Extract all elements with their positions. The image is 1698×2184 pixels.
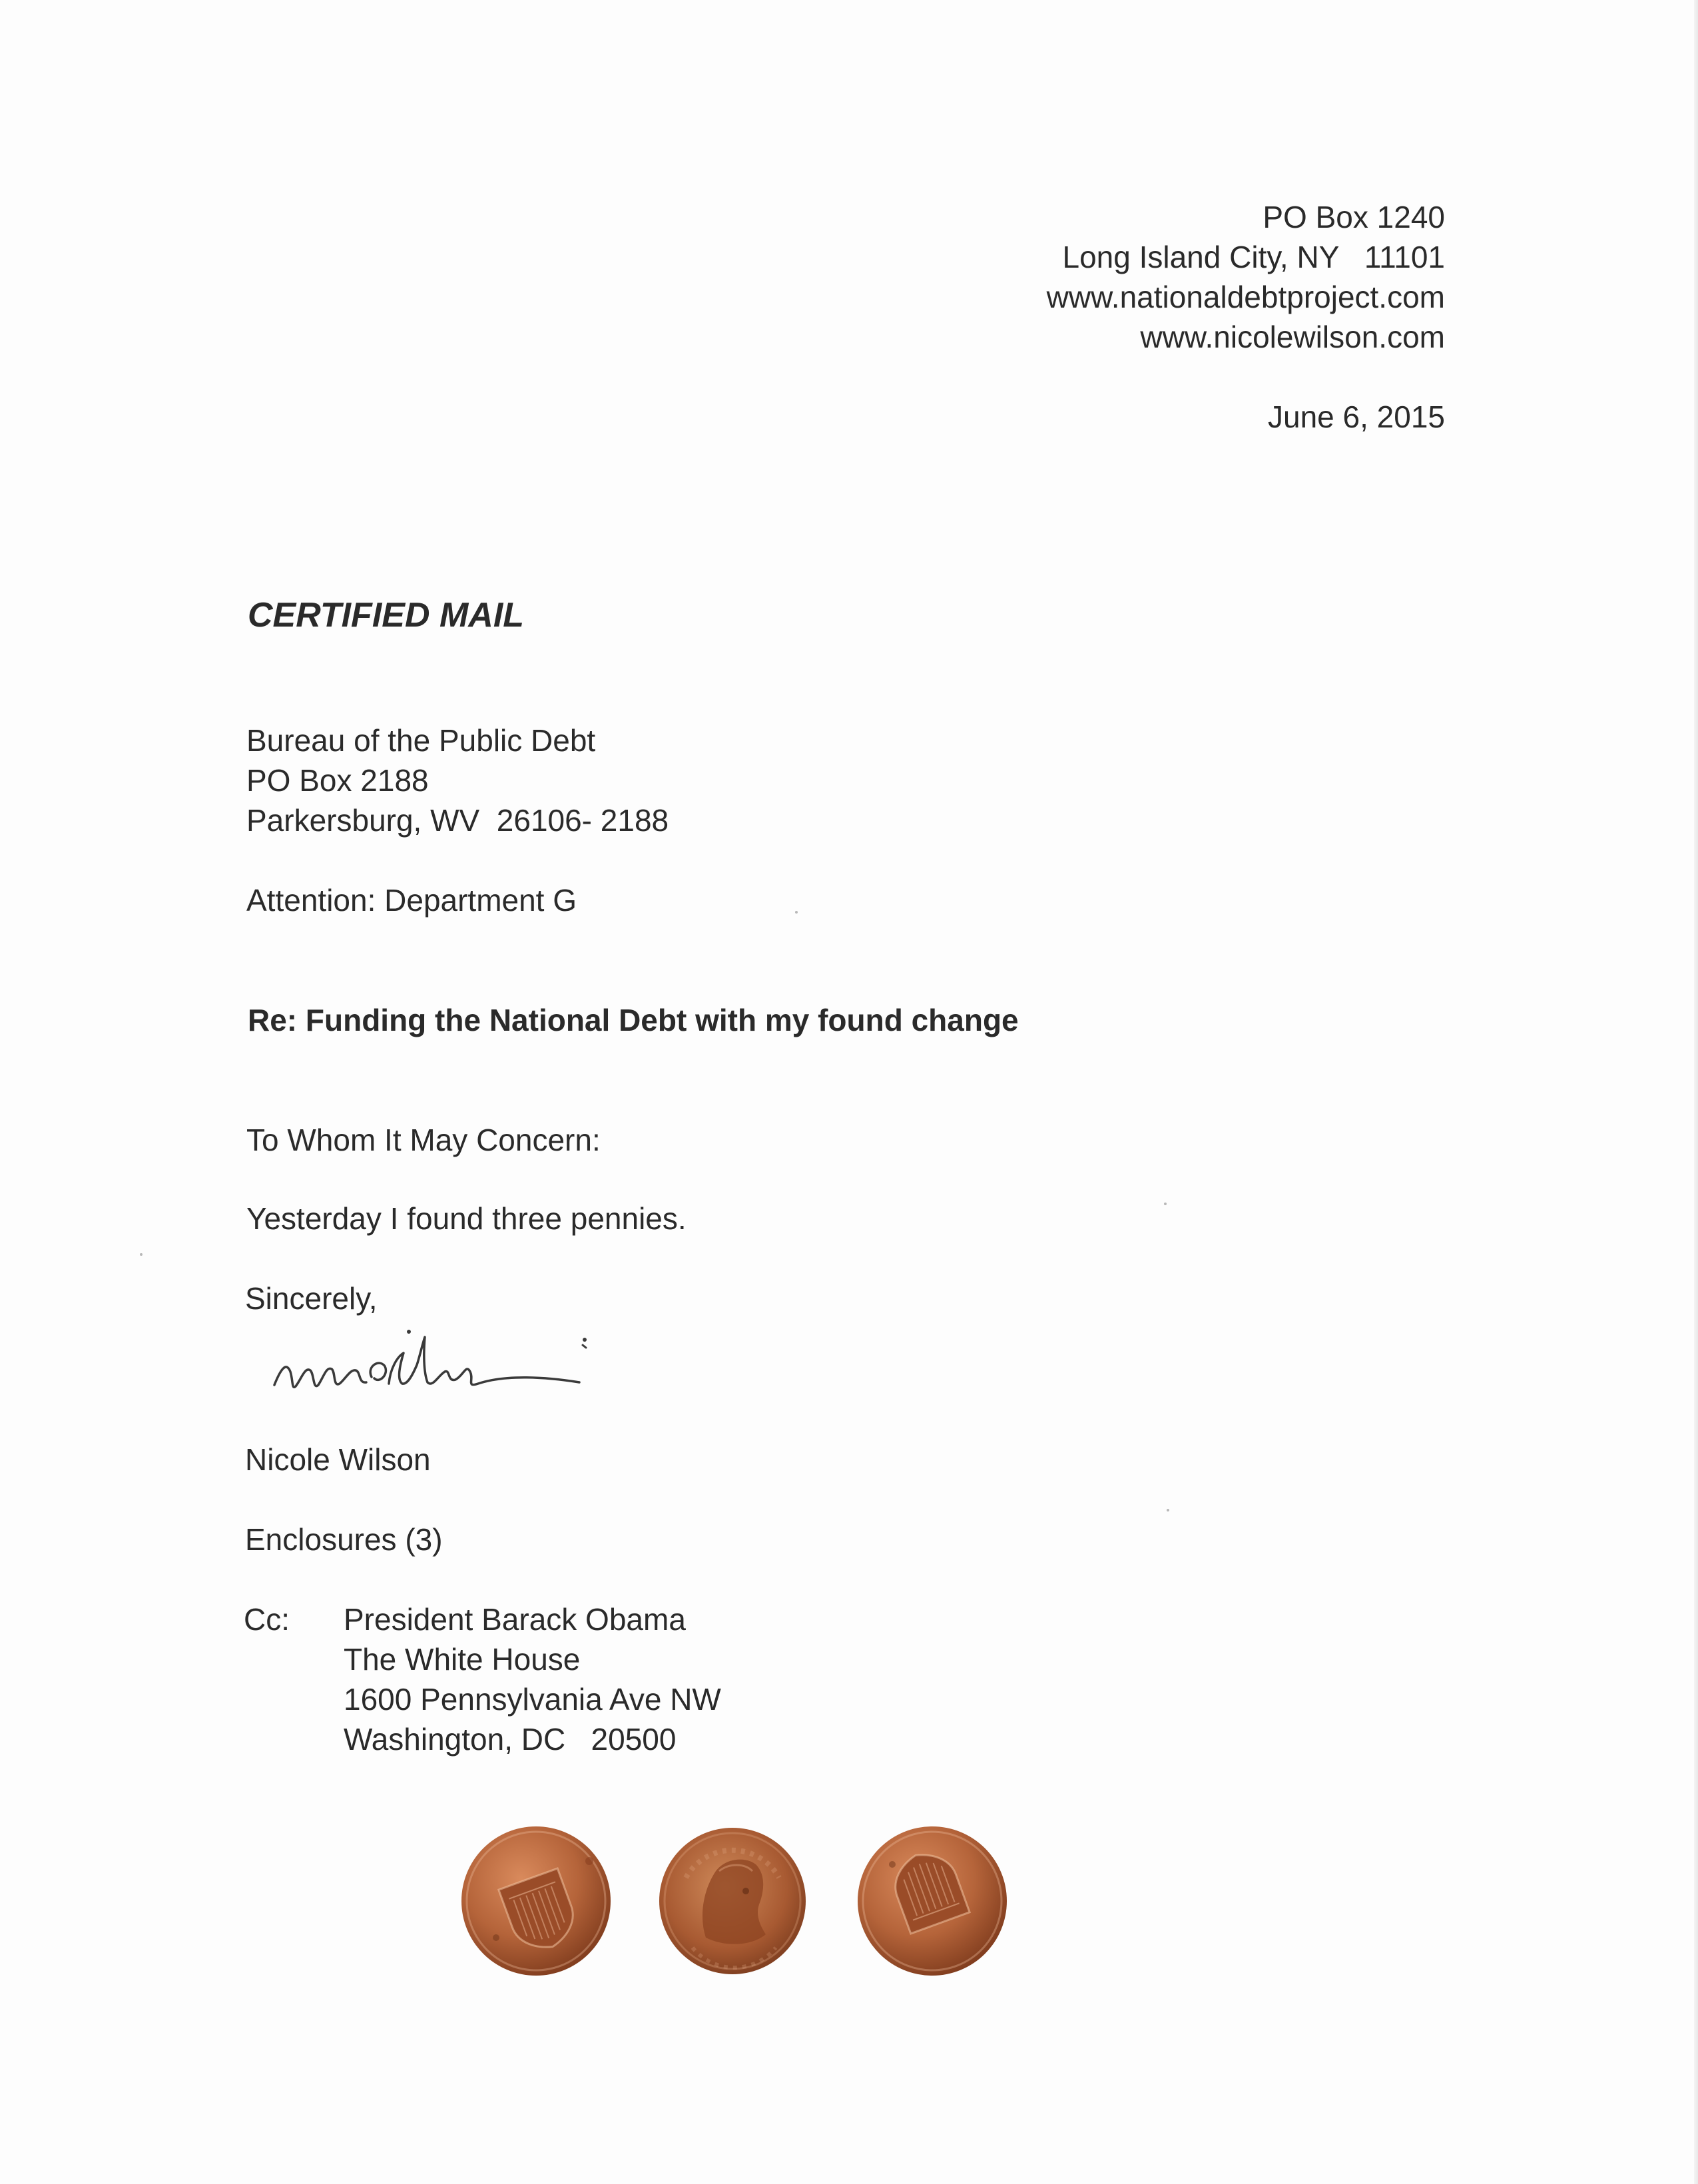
- signer-name: Nicole Wilson: [245, 1442, 431, 1477]
- sender-address-block: [1047, 197, 1445, 357]
- body-paragraph: Yesterday I found three pennies.: [246, 1201, 687, 1236]
- scan-speck: [1164, 1203, 1167, 1205]
- cc-line2: The White House: [344, 1642, 581, 1677]
- recipient-address-line1: PO Box 2188: [246, 763, 429, 798]
- signature-icon: [266, 1305, 626, 1412]
- cc-line3: 1600 Pennsylvania Ave NW: [344, 1682, 721, 1717]
- cc-label: Cc:: [244, 1602, 290, 1637]
- recipient-address-block: [246, 720, 669, 840]
- cc-line1: President Barack Obama: [344, 1602, 686, 1637]
- scan-speck: [795, 911, 798, 914]
- attention-line: Attention: Department G: [246, 883, 577, 918]
- scan-speck: [140, 1253, 142, 1256]
- scan-speck: [1167, 1509, 1169, 1511]
- cc-line4: Washington, DC 20500: [344, 1722, 677, 1757]
- penny-reverse-icon-2: [858, 1826, 1007, 1976]
- sender-website-1: www.nationaldebtproject.com: [1046, 280, 1445, 314]
- recipient-address-line2: Parkersburg, WV 26106- 2188: [246, 803, 669, 838]
- recipient-name: Bureau of the Public Debt: [246, 723, 596, 758]
- sender-address-line2: Long Island City, NY 11101: [1062, 240, 1445, 274]
- scan-edge-shadow: [1694, 0, 1698, 2184]
- enclosed-pennies: [433, 1798, 1032, 2011]
- subject-line: Re: Funding the National Debt with my found change: [248, 1003, 1019, 1037]
- penny-reverse-icon: [458, 1826, 618, 1985]
- enclosures-note: Enclosures (3): [245, 1522, 443, 1557]
- cc-address-block: [344, 1599, 721, 1759]
- delivery-method: CERTIFIED MAIL: [248, 596, 525, 635]
- closing: Sincerely,: [245, 1281, 378, 1316]
- letter-date: June 6, 2015: [1267, 400, 1445, 434]
- salutation: To Whom It May Concern:: [246, 1123, 601, 1157]
- sender-website-2: www.nicolewilson.com: [1140, 320, 1445, 354]
- sender-address-line1: PO Box 1240: [1263, 200, 1445, 234]
- penny-obverse-icon: [659, 1828, 806, 1974]
